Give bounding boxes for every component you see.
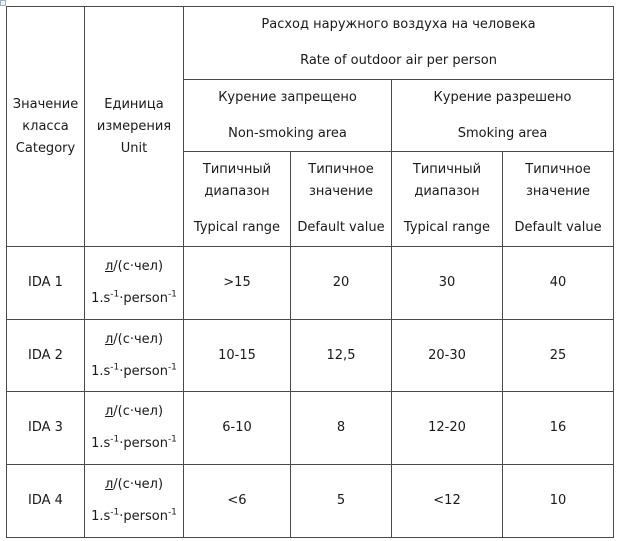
header-row-1: [7, 7, 614, 80]
ns-default-cell: 8: [291, 392, 392, 465]
ns-range-cell: >15: [184, 247, 291, 320]
rate-header: Расход наружного воздуха на человека Rate of outdoor air per person: [184, 7, 614, 80]
s-default-value-header: Типичное значение Default value: [503, 152, 614, 247]
s-default-cell: 10: [503, 465, 614, 538]
s-range-cell: 12-20: [392, 392, 503, 465]
ns-default-cell: 20: [291, 247, 392, 320]
s-range-cell: 20-30: [392, 320, 503, 392]
ns-range-cell: 6-10: [184, 392, 291, 465]
s-range-cell: <12: [392, 465, 503, 538]
table-row: [7, 320, 614, 392]
ns-range-cell: <6: [184, 465, 291, 538]
category-header: Значение класса Category: [7, 7, 85, 247]
unit-header: Единица измерения Unit: [85, 7, 184, 247]
category-cell: IDA 2: [7, 320, 85, 392]
unit-cell: л/(с·чел) $1.s^{-1}\cdot person^{-1}$: [85, 320, 184, 392]
category-cell: IDA 3: [7, 392, 85, 465]
s-default-cell: 25: [503, 320, 614, 392]
unit-cell: л/(с·чел) $1.s^{-1}\cdot person^{-1}$: [85, 392, 184, 465]
ns-default-cell: 5: [291, 465, 392, 538]
s-range-cell: 30: [392, 247, 503, 320]
table-row: [7, 247, 614, 320]
unit-cell: л/(с·чел) $1.s^{-1}\cdot person^{-1}$: [85, 247, 184, 320]
ns-range-cell: 10-15: [184, 320, 291, 392]
ns-default-cell: 12,5: [291, 320, 392, 392]
s-default-cell: 40: [503, 247, 614, 320]
ns-typical-range-header: Типичный диапазон Typical range: [184, 152, 291, 247]
category-cell: IDA 4: [7, 465, 85, 538]
ns-default-value-header: Типичное значение Default value: [291, 152, 392, 247]
category-cell: IDA 1: [7, 247, 85, 320]
unit-cell: л/(с·чел) $1.s^{-1}\cdot person^{-1}$: [85, 465, 184, 538]
smoking-header: Курение разрешено Smoking area: [392, 80, 614, 152]
table-row: [7, 392, 614, 465]
s-default-cell: 16: [503, 392, 614, 465]
table-row: [7, 465, 614, 538]
nonsmoking-header: Курение запрещено Non-smoking area: [184, 80, 392, 152]
s-typical-range-header: Типичный диапазон Typical range: [392, 152, 503, 247]
outdoor-air-rate-table: [6, 6, 614, 538]
